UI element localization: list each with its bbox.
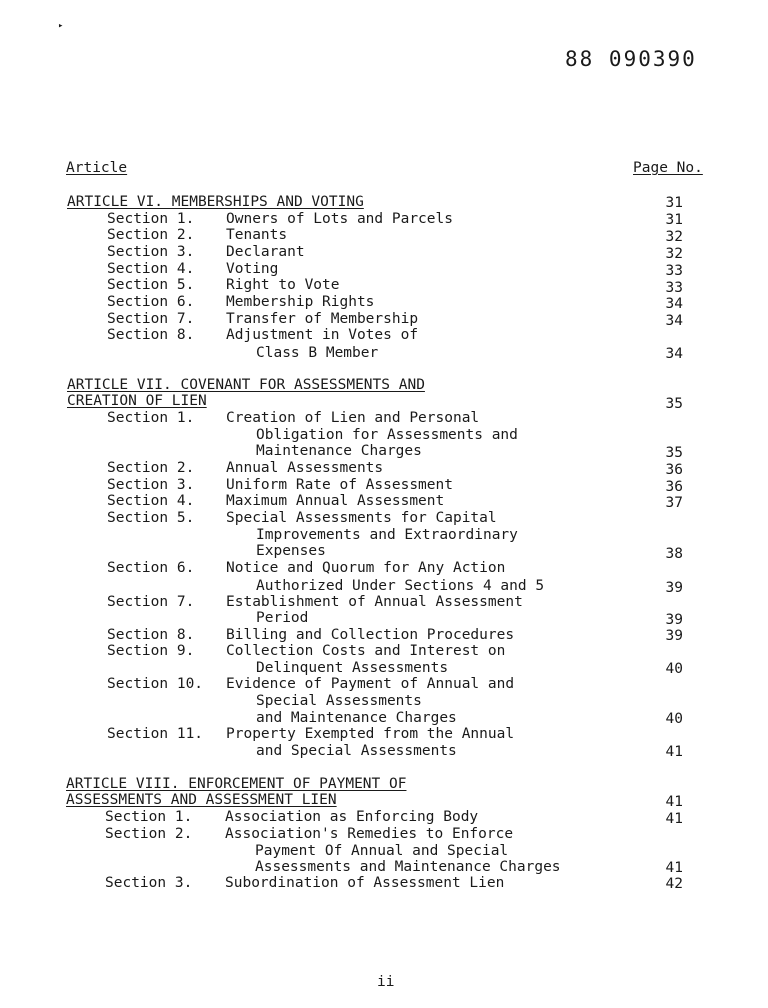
section-page: 39 [665, 612, 683, 628]
section-title: Voting [226, 261, 279, 277]
section-page: 37 [665, 495, 683, 511]
corner-mark: ▸ [58, 21, 64, 31]
section-title-continued: Maintenance Charges [256, 443, 422, 459]
section-page: 32 [665, 246, 683, 262]
section-title-continued: Expenses [256, 543, 326, 559]
section-title: Establishment of Annual Assessment [226, 594, 523, 610]
section-label: Section 4. [107, 493, 195, 509]
section-page: 31 [665, 212, 683, 228]
section-label: Section 7. [107, 311, 195, 327]
article-7-title-line2: CREATION OF LIEN [67, 393, 207, 409]
section-title: Declarant [226, 244, 305, 260]
section-title: Property Exempted from the Annual [226, 726, 515, 742]
section-title-continued: Improvements and Extraordinary [256, 527, 518, 543]
section-title: Adjustment in Votes of [226, 327, 419, 343]
section-title-continued: Authorized Under Sections 4 and 5 [256, 578, 545, 594]
section-page: 38 [665, 546, 683, 562]
article-8-title-line1: ARTICLE VIII. ENFORCEMENT OF PAYMENT OF [66, 776, 407, 792]
section-page: 34 [665, 346, 683, 362]
section-title-continued: Period [256, 610, 309, 626]
section-page: 33 [665, 280, 683, 296]
section-page: 40 [665, 661, 683, 677]
section-title: Owners of Lots and Parcels [226, 211, 453, 227]
section-title: Tenants [226, 227, 288, 243]
section-label: Section 6. [107, 294, 195, 310]
article-7-title-line1: ARTICLE VII. COVENANT FOR ASSESSMENTS AND [67, 377, 425, 393]
section-title: Collection Costs and Interest on [226, 643, 506, 659]
section-label: Section 3. [105, 875, 193, 891]
section-label: Section 4. [107, 261, 195, 277]
section-label: Section 1. [105, 809, 193, 825]
section-label: Section 2. [107, 460, 195, 476]
section-title-continued: Obligation for Assessments and [256, 427, 518, 443]
section-title-continued: and Maintenance Charges [256, 710, 457, 726]
section-title: Creation of Lien and Personal [226, 410, 480, 426]
article-8-page: 41 [665, 794, 683, 810]
section-title: Right to Vote [226, 277, 340, 293]
section-page: 39 [665, 580, 683, 596]
section-label: Section 5. [107, 510, 195, 526]
section-title: Association's Remedies to Enforce [225, 826, 514, 842]
section-label: Section 1. [107, 410, 195, 426]
section-title: Evidence of Payment of Annual and [226, 676, 515, 692]
section-label: Section 2. [105, 826, 193, 842]
section-page: 35 [665, 445, 683, 461]
section-title-continued: Payment Of Annual and Special [255, 843, 509, 859]
section-page: 36 [665, 479, 683, 495]
section-label: Section 2. [107, 227, 195, 243]
section-label: Section 3. [107, 477, 195, 493]
section-title: Transfer of Membership [226, 311, 419, 327]
article-6-page: 31 [665, 195, 683, 211]
section-page: 42 [665, 876, 683, 892]
section-title-continued: Delinquent Assessments [256, 660, 449, 676]
document-number: 88 090390 [565, 47, 697, 71]
article-7-page: 35 [665, 396, 683, 412]
section-label: Section 8. [107, 327, 195, 343]
section-page: 32 [665, 229, 683, 245]
section-label: Section 11. [107, 726, 204, 742]
section-page: 41 [665, 860, 683, 876]
section-title: Maximum Annual Assessment [226, 493, 445, 509]
section-title: Notice and Quorum for Any Action [226, 560, 506, 576]
section-title-continued: and Special Assessments [256, 743, 457, 759]
article-8-title-line2: ASSESSMENTS AND ASSESSMENT LIEN [66, 792, 337, 808]
section-page: 41 [665, 811, 683, 827]
article-6-title: ARTICLE VI. MEMBERSHIPS AND VOTING [67, 194, 364, 210]
section-title: Membership Rights [226, 294, 375, 310]
section-page: 34 [665, 296, 683, 312]
section-title-continued: Special Assessments [256, 693, 422, 709]
section-page: 40 [665, 711, 683, 727]
section-page: 34 [665, 313, 683, 329]
section-label: Section 10. [107, 676, 204, 692]
section-title: Annual Assessments [226, 460, 384, 476]
section-title: Special Assessments for Capital [226, 510, 497, 526]
section-title: Subordination of Assessment Lien [225, 875, 505, 891]
section-title: Association as Enforcing Body [225, 809, 479, 825]
section-label: Section 1. [107, 211, 195, 227]
section-title: Billing and Collection Procedures [226, 627, 515, 643]
section-label: Section 7. [107, 594, 195, 610]
article-column-header: Article [66, 160, 128, 176]
footer-page-number: ii [377, 974, 395, 990]
section-title-continued: Assessments and Maintenance Charges [255, 859, 561, 875]
section-page: 36 [665, 462, 683, 478]
section-label: Section 8. [107, 627, 195, 643]
page-column-header: Page No. [633, 160, 703, 176]
section-page: 39 [665, 628, 683, 644]
section-label: Section 6. [107, 560, 195, 576]
section-page: 33 [665, 263, 683, 279]
section-label: Section 3. [107, 244, 195, 260]
section-label: Section 9. [107, 643, 195, 659]
section-page: 41 [665, 744, 683, 760]
section-title: Uniform Rate of Assessment [226, 477, 453, 493]
section-label: Section 5. [107, 277, 195, 293]
section-title-continued: Class B Member [256, 345, 379, 361]
